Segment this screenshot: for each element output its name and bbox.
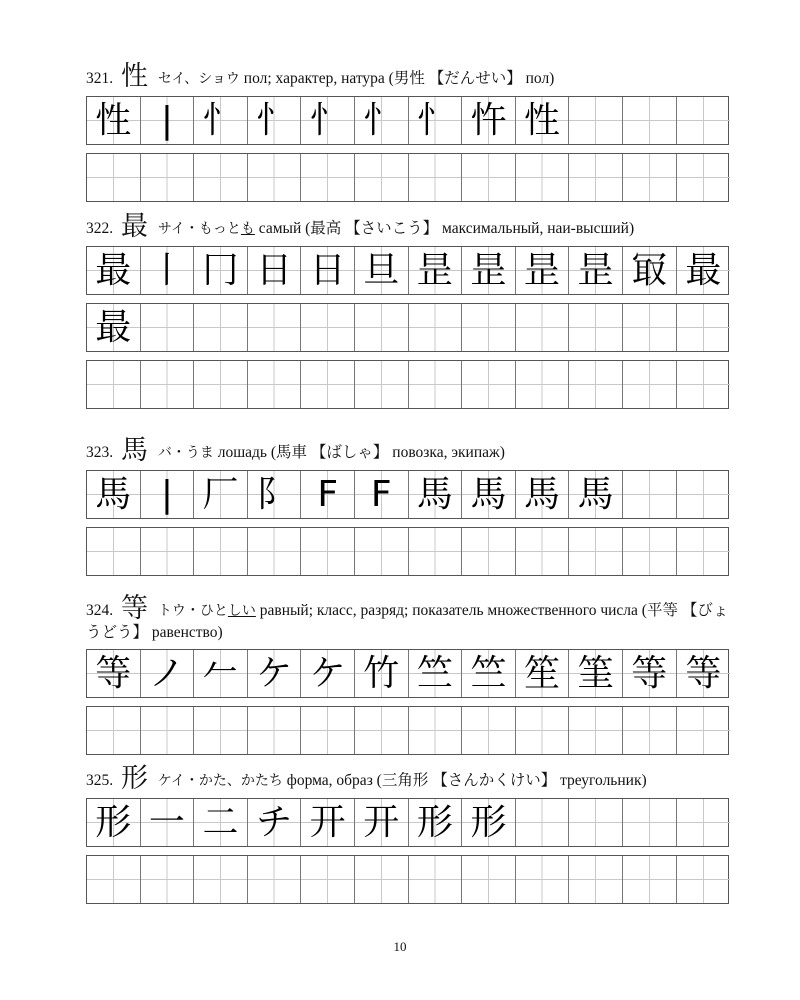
practice-cell[interactable]: [569, 471, 623, 518]
practice-cell[interactable]: [141, 247, 195, 294]
entry-header: [86, 61, 729, 91]
grid-row: [86, 303, 729, 352]
practice-cell[interactable]: [409, 707, 463, 754]
practice-cell[interactable]: [87, 650, 141, 697]
practice-cell[interactable]: [87, 304, 141, 351]
grid-row: [86, 360, 729, 409]
grid-row: [86, 470, 729, 519]
practice-cell[interactable]: [409, 799, 463, 846]
stroke-glyph: F: [317, 473, 339, 515]
stroke-glyph: 竺: [416, 652, 453, 694]
practice-cell[interactable]: [623, 799, 677, 846]
practice-cell[interactable]: [409, 154, 463, 201]
practice-cell[interactable]: [248, 97, 302, 144]
practice-cell[interactable]: [462, 707, 516, 754]
practice-grid: [86, 470, 729, 576]
stroke-glyph: 开: [309, 801, 346, 843]
practice-cell[interactable]: [301, 304, 355, 351]
practice-cell[interactable]: [141, 650, 195, 697]
practice-cell[interactable]: [355, 304, 409, 351]
practice-cell[interactable]: [355, 528, 409, 575]
practice-cell[interactable]: [623, 528, 677, 575]
practice-cell[interactable]: [141, 154, 195, 201]
stroke-glyph: 等: [631, 652, 668, 694]
practice-cell[interactable]: [569, 361, 623, 408]
practice-cell[interactable]: [301, 650, 355, 697]
stroke-glyph: 性: [95, 99, 132, 141]
entry-header: [86, 593, 729, 643]
stroke-glyph: 冂: [202, 249, 239, 291]
practice-cell[interactable]: [677, 856, 731, 903]
stroke-glyph: 忄: [202, 99, 239, 141]
practice-cell[interactable]: [141, 361, 195, 408]
practice-cell[interactable]: [569, 247, 623, 294]
entry-323: [86, 435, 729, 576]
practice-cell[interactable]: [248, 304, 302, 351]
practice-cell[interactable]: [462, 650, 516, 697]
practice-cell[interactable]: [301, 471, 355, 518]
stroke-glyph: 忄: [363, 99, 400, 141]
entry-readings: サイ・もっと: [157, 221, 241, 237]
entry-number: 322.: [86, 220, 114, 237]
practice-cell[interactable]: [355, 707, 409, 754]
entry-322: [86, 211, 729, 409]
practice-cell[interactable]: [87, 97, 141, 144]
practice-cell[interactable]: [409, 361, 463, 408]
practice-cell[interactable]: [87, 361, 141, 408]
entry-header: [86, 211, 729, 241]
practice-cell[interactable]: [462, 247, 516, 294]
practice-cell[interactable]: [462, 97, 516, 144]
practice-cell[interactable]: [355, 361, 409, 408]
entry-okurigana: しい: [227, 603, 256, 619]
stroke-glyph: 最: [685, 249, 722, 291]
stroke-glyph: 忄: [309, 99, 346, 141]
stroke-glyph: 旦: [363, 249, 400, 291]
practice-cell[interactable]: [569, 856, 623, 903]
entry-meaning: пол; характер, натура (男性 【だんせい】 пол): [239, 70, 555, 87]
entry-number: 323.: [86, 444, 114, 461]
stroke-glyph: 𠂉: [202, 652, 239, 694]
practice-cell[interactable]: [677, 247, 731, 294]
practice-cell[interactable]: [569, 304, 623, 351]
practice-cell[interactable]: [194, 471, 248, 518]
practice-cell[interactable]: [569, 650, 623, 697]
entry-number: 325.: [86, 772, 114, 789]
practice-cell[interactable]: [194, 247, 248, 294]
grid-row: [86, 246, 729, 295]
practice-cell[interactable]: [516, 528, 570, 575]
stroke-glyph: 馬: [577, 473, 614, 515]
stroke-glyph: 日: [309, 249, 346, 291]
stroke-glyph: ケ: [256, 652, 293, 694]
practice-cell[interactable]: [301, 97, 355, 144]
stroke-glyph: 开: [363, 801, 400, 843]
practice-cell[interactable]: [87, 247, 141, 294]
practice-cell[interactable]: [194, 707, 248, 754]
entry-kanji: 馬: [121, 435, 148, 465]
grid-row: [86, 649, 729, 698]
practice-cell[interactable]: [248, 154, 302, 201]
practice-cell[interactable]: [623, 650, 677, 697]
practice-cell[interactable]: [516, 361, 570, 408]
practice-cell[interactable]: [194, 154, 248, 201]
practice-cell[interactable]: [355, 247, 409, 294]
stroke-glyph: 昰: [577, 249, 614, 291]
stroke-glyph: 昰: [524, 249, 561, 291]
practice-cell[interactable]: [462, 304, 516, 351]
practice-cell[interactable]: [141, 471, 195, 518]
entry-kanji: 最: [121, 211, 148, 241]
practice-cell[interactable]: [623, 361, 677, 408]
practice-cell[interactable]: [462, 154, 516, 201]
practice-cell[interactable]: [677, 304, 731, 351]
entry-321: [86, 61, 729, 202]
practice-grid: [86, 798, 729, 904]
entry-number: 321.: [86, 70, 114, 87]
practice-cell[interactable]: [248, 856, 302, 903]
stroke-glyph: 笙: [524, 652, 561, 694]
stroke-glyph: 形: [95, 801, 132, 843]
practice-cell[interactable]: [409, 97, 463, 144]
practice-cell[interactable]: [462, 471, 516, 518]
entry-kanji: 形: [121, 763, 148, 793]
practice-cell[interactable]: [516, 97, 570, 144]
stroke-glyph: 馬: [95, 473, 132, 515]
practice-cell[interactable]: [301, 247, 355, 294]
practice-cell[interactable]: [623, 154, 677, 201]
practice-cell[interactable]: [409, 528, 463, 575]
practice-cell[interactable]: [248, 650, 302, 697]
practice-cell[interactable]: [355, 471, 409, 518]
practice-cell[interactable]: [623, 471, 677, 518]
stroke-glyph: 竺: [470, 652, 507, 694]
practice-cell[interactable]: [301, 856, 355, 903]
stroke-glyph: 厂: [202, 473, 239, 515]
stroke-glyph: 形: [470, 801, 507, 843]
stroke-glyph: 筀: [577, 652, 614, 694]
entry-meaning: самый (最高 【さいこう】 максимальный, наи-высший): [254, 220, 635, 237]
practice-cell[interactable]: [301, 528, 355, 575]
stroke-glyph: 性: [524, 99, 561, 141]
stroke-glyph: 丨: [148, 249, 185, 291]
stroke-glyph: 一: [148, 801, 185, 843]
practice-cell[interactable]: [516, 471, 570, 518]
practice-cell[interactable]: [301, 154, 355, 201]
practice-cell[interactable]: [677, 154, 731, 201]
practice-cell[interactable]: [623, 247, 677, 294]
practice-cell[interactable]: [516, 304, 570, 351]
practice-cell[interactable]: [194, 799, 248, 846]
practice-cell[interactable]: [194, 304, 248, 351]
practice-cell[interactable]: [355, 154, 409, 201]
practice-cell[interactable]: [462, 361, 516, 408]
practice-cell[interactable]: [141, 856, 195, 903]
entry-header: [86, 763, 729, 793]
stroke-glyph: 最: [95, 249, 132, 291]
page-number: 10: [393, 939, 407, 954]
practice-cell[interactable]: [516, 154, 570, 201]
practice-grid: [86, 96, 729, 202]
stroke-glyph: ノ: [148, 652, 185, 694]
entry-number: 324.: [86, 602, 114, 619]
practice-grid: [86, 649, 729, 755]
practice-cell[interactable]: [248, 799, 302, 846]
entry-meaning: лошадь (馬車 【ばしゃ】 повозка, экипаж): [213, 444, 505, 461]
practice-cell[interactable]: [516, 707, 570, 754]
practice-cell[interactable]: [301, 707, 355, 754]
practice-cell[interactable]: [409, 856, 463, 903]
practice-cell[interactable]: [409, 650, 463, 697]
practice-cell[interactable]: [569, 799, 623, 846]
practice-cell[interactable]: [355, 856, 409, 903]
entry-kanji: 性: [121, 61, 148, 91]
practice-cell[interactable]: [569, 97, 623, 144]
entry-324: [86, 593, 729, 755]
practice-cell[interactable]: [87, 154, 141, 201]
practice-cell[interactable]: [248, 361, 302, 408]
practice-cell[interactable]: [623, 97, 677, 144]
practice-cell[interactable]: [516, 856, 570, 903]
practice-cell[interactable]: [623, 707, 677, 754]
stroke-glyph: 忄: [256, 99, 293, 141]
practice-cell[interactable]: [516, 247, 570, 294]
practice-cell[interactable]: [301, 361, 355, 408]
stroke-glyph: 二: [202, 801, 239, 843]
practice-cell[interactable]: [677, 97, 731, 144]
practice-cell[interactable]: [623, 304, 677, 351]
stroke-glyph: 等: [685, 652, 722, 694]
practice-cell[interactable]: [677, 528, 731, 575]
grid-row: [86, 527, 729, 576]
stroke-glyph: 馬: [524, 473, 561, 515]
entry-readings: バ・うま: [157, 445, 214, 461]
practice-cell[interactable]: [248, 528, 302, 575]
practice-cell[interactable]: [87, 471, 141, 518]
practice-cell[interactable]: [462, 856, 516, 903]
grid-row: [86, 706, 729, 755]
practice-cell[interactable]: [194, 97, 248, 144]
stroke-glyph: 冣: [631, 249, 668, 291]
entry-325: [86, 763, 729, 904]
practice-cell[interactable]: [569, 528, 623, 575]
practice-cell[interactable]: [248, 471, 302, 518]
grid-row: [86, 153, 729, 202]
practice-cell[interactable]: [194, 650, 248, 697]
entry-okurigana: も: [240, 221, 255, 237]
practice-cell[interactable]: [409, 247, 463, 294]
practice-cell[interactable]: [355, 650, 409, 697]
practice-cell[interactable]: [623, 856, 677, 903]
stroke-glyph: 阝: [256, 473, 293, 515]
entry-readings: ケイ・かた、かたち: [157, 773, 283, 789]
stroke-glyph: チ: [256, 801, 293, 843]
practice-cell[interactable]: [569, 707, 623, 754]
stroke-glyph: 忄: [416, 99, 453, 141]
practice-cell[interactable]: [677, 799, 731, 846]
practice-cell[interactable]: [409, 471, 463, 518]
stroke-glyph: 馬: [470, 473, 507, 515]
stroke-glyph: 昰: [416, 249, 453, 291]
practice-cell[interactable]: [677, 650, 731, 697]
stroke-glyph: ケ: [309, 652, 346, 694]
stroke-glyph: |: [160, 473, 173, 515]
practice-cell[interactable]: [355, 799, 409, 846]
practice-cell[interactable]: [677, 471, 731, 518]
entry-meaning: равный; класс, разряд; показатель множественного числа (平等 【びょうどう】 равенство): [86, 602, 729, 641]
stroke-glyph: 竹: [363, 652, 400, 694]
practice-cell[interactable]: [194, 361, 248, 408]
practice-cell[interactable]: [248, 707, 302, 754]
stroke-glyph: 最: [95, 306, 132, 348]
practice-cell[interactable]: [409, 304, 463, 351]
entry-meaning: форма, образ (三角形 【さんかくけい】 треугольник): [282, 772, 647, 789]
stroke-glyph: 等: [95, 652, 132, 694]
grid-row: [86, 855, 729, 904]
entry-readings: トウ・ひと: [157, 603, 228, 619]
practice-cell[interactable]: [355, 97, 409, 144]
grid-row: [86, 96, 729, 145]
practice-cell[interactable]: [194, 856, 248, 903]
practice-cell[interactable]: [677, 707, 731, 754]
stroke-glyph: 馬: [416, 473, 453, 515]
stroke-glyph: 日: [256, 249, 293, 291]
practice-cell[interactable]: [516, 650, 570, 697]
practice-cell[interactable]: [141, 304, 195, 351]
entry-header: [86, 435, 729, 465]
grid-row: [86, 798, 729, 847]
practice-cell[interactable]: [194, 528, 248, 575]
practice-cell[interactable]: [141, 707, 195, 754]
practice-cell[interactable]: [301, 799, 355, 846]
stroke-glyph: F: [370, 473, 392, 515]
stroke-glyph: 忤: [470, 99, 507, 141]
practice-cell[interactable]: [516, 799, 570, 846]
stroke-glyph: 昰: [470, 249, 507, 291]
stroke-glyph: |: [160, 99, 173, 141]
practice-cell[interactable]: [87, 856, 141, 903]
practice-cell[interactable]: [141, 799, 195, 846]
stroke-glyph: 形: [416, 801, 453, 843]
practice-cell[interactable]: [462, 799, 516, 846]
entry-kanji: 等: [121, 593, 148, 623]
practice-cell[interactable]: [141, 97, 195, 144]
practice-cell[interactable]: [248, 247, 302, 294]
practice-cell[interactable]: [87, 707, 141, 754]
practice-cell[interactable]: [87, 799, 141, 846]
entry-readings: セイ、ショウ: [157, 71, 240, 87]
practice-cell[interactable]: [569, 154, 623, 201]
practice-cell[interactable]: [462, 528, 516, 575]
practice-grid: [86, 246, 729, 409]
practice-cell[interactable]: [677, 361, 731, 408]
practice-cell[interactable]: [141, 528, 195, 575]
practice-cell[interactable]: [87, 528, 141, 575]
